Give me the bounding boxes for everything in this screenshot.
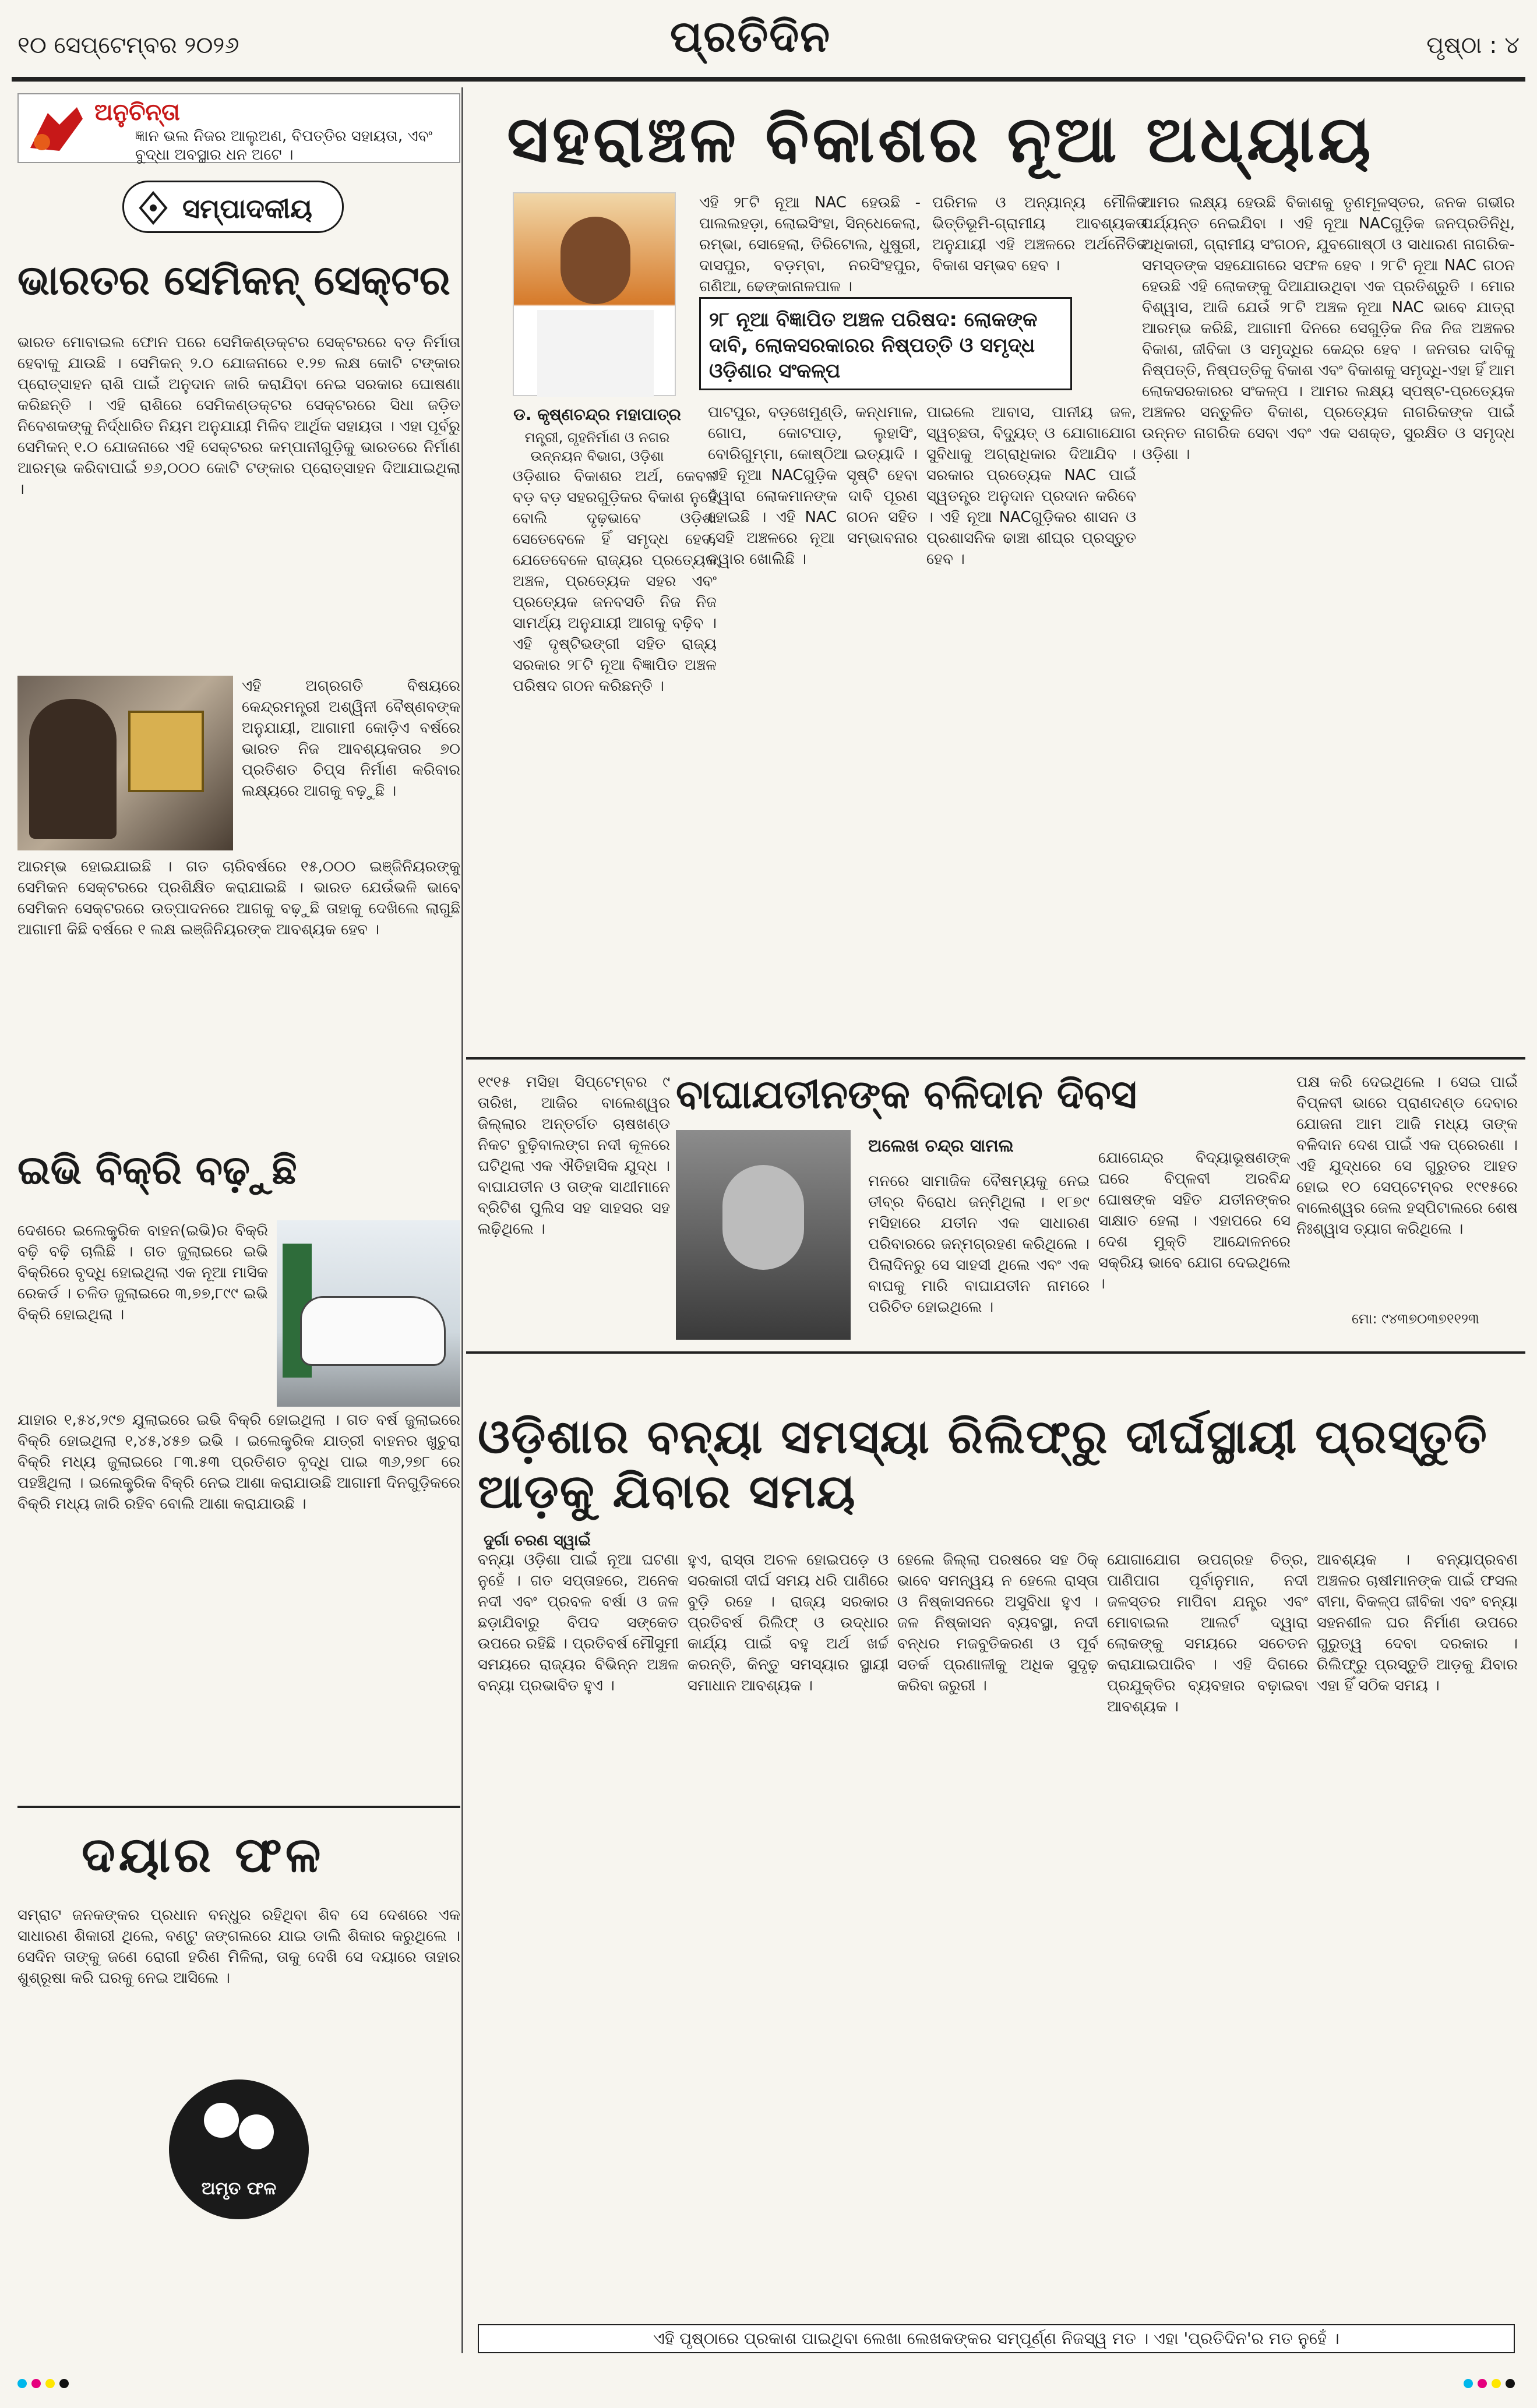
feature-column-6: ପାଇଲେ ଆବାସ, ପାନୀୟ ଜଳ, ସ୍ୱଚ୍ଛତା, ବିଦ୍ୟୁତ୍ ଓ ଯୋଗାଯୋଗ ସୁବିଧାକୁ ଅଗ୍ରାଧିକାର ଦିଆଯିବ । ସରକାର ପ୍ରତ୍ୟେକ NAC ପାଇଁ ସ୍ୱତନ୍ତ୍ର ଅନୁଦାନ ପ୍ରଦାନ କରିବେ । ଏହି ନୂଆ NACଗୁଡ଼ିକର ଶାସନ ଓ ପ୍ରଶାସନିକ ଢାଞ୍ଚା ଶୀଘ୍ର ପ୍ରସ୍ତୁତ ହେବ । — [926, 404, 1136, 568]
header-divider — [12, 77, 1525, 82]
feature-column-2: ପରିମଳ ଓ ଅନ୍ୟାନ୍ୟ ମୌଳିକ ଭିତ୍ତିଭୂମି-ଗ୍ରାମୀୟ ଆବଶ୍ୟକତା ଅନୁଯାୟୀ ଏହି ଅଞ୍ଚଳରେ ଅର୍ଥନୈତିକ ବିକାଶ ସମ୍ଭବ ହେବ । — [932, 194, 1148, 274]
bonya-column-5: ଆବଶ୍ୟକ । ବନ୍ୟାପ୍ରବଣ ଅଞ୍ଚଳର ଚାଷୀମାନଙ୍କ ପାଇଁ ଫସଲ ବୀମା, ବିକଳ୍ପ ଜୀବିକା ଏବଂ ବନ୍ୟା ସହନଶୀଳ ଘର ନିର୍ମାଣ ଉପରେ ଗୁରୁତ୍ୱ ଦେବା ଦରକାର । ରିଲିଫ୍‌ରୁ ପ୍ରସ୍ତୁତି ଆଡ଼କୁ ଯିବାର ଏହା ହିଁ ସଠିକ ସମୟ । — [1317, 1551, 1518, 1694]
feature-author-name: ଡ. କୃଷ୍ଣଚନ୍ଦ୍ର ମହାପାତ୍ର — [513, 405, 681, 424]
left-divider — [17, 1806, 460, 1808]
editorial-body-semicon-1: ଭାରତ ମୋବାଇଲ ଫୋନ ପରେ ସେମିକଣ୍ଡକ୍ଟର ସେକ୍ଟରରେ ବଡ଼ ନିର୍ମାତା ହେବାକୁ ଯାଉଛି । ସେମିକନ୍ ୨.୦ ଯୋଜନାରେ ୧.୨୭ ଲକ୍ଷ କୋଟି ଟଙ୍କାର ପ୍ରୋତ୍ସାହନ ରାଶି ପାଇଁ ଅନୁଦାନ ଜାରି କରାଯିବା ନେଇ ସରକାର ଘୋଷଣା କରିଛନ୍ତି । ଏହି ରାଶିରେ ସେମିକଣ୍ଡକ୍ଟର ସେକ୍ଟରରେ ସିଧା ଜଡ଼ିତ ନିବେଶକଙ୍କୁ ନିର୍ଦ୍ଧାରିତ ନିୟମ ଅନୁଯାୟୀ ମିଳିବ ଆର୍ଥିକ ସହାୟତା । ଏହା ପୂର୍ବରୁ ସେମିକନ୍ ୧.୦ ଯୋଜନାରେ ଏହି ସେକ୍ଟରର କମ୍ପାନୀଗୁଡ଼ିକୁ ଭାରତରେ ନିର୍ମାଣ ଆରମ୍ଭ କରିବାପାଇଁ ୭୬,୦୦୦ କୋଟି ଟଙ୍କାର ପ୍ରୋତ୍ସାହନ ଦିଆଯାଇଥିଲା । — [17, 334, 460, 498]
bagha-author-phone: ମୋ: ୯୪୩୭୦୩୭୧୧୨୩ — [1352, 1311, 1479, 1327]
amruta-phala-badge — [169, 2079, 309, 2219]
editorial-headline-semicon: ଭାରତର ସେମିକନ୍ ସେକ୍ଟର — [17, 256, 450, 304]
feature-pullquote: ୨୮ ନୂଆ ବିଜ୍ଞାପିତ ଅଞ୍ଚଳ ପରିଷଦ: ଲୋକଙ୍କ ଦାବି, ଲୋକସରକାରର ନିଷ୍ପତ୍ତି ଓ ସମୃଦ୍ଧ ଓଡ଼ିଶାର ସଂକଳ୍ପ — [699, 297, 1072, 390]
bagha-jatin-portrait — [676, 1130, 851, 1340]
anuchinta-quote: ଜ୍ଞାନ ଭଲ ନିଜର ଆଲୁଅଣ, ବିପତ୍ତିର ସହାୟତା, ଏବଂ ବୁଦ୍ଧା ଅବସ୍ଥାର ଧନ ଅଟେ । — [135, 128, 433, 164]
sampadakiya-label: ସମ୍ପାଦକୀୟ — [182, 193, 312, 224]
column-divider — [461, 87, 463, 2353]
editorial-body-dayar-phala: ସମ୍ରାଟ ଜନକଙ୍କର ପ୍ରଧାନ ବନ୍ଧୁର ରହିଥିବା ଶିବ ସେ ଦେଶରେ ଏକ ସାଧାରଣ ଶିକାରୀ ଥିଲେ, ବଣ୍ଟୁ ଜଙ୍ଗଲରେ ଯାଇ ଡାଲି ଶିକାର କରୁଥିଲେ । ସେଦିନ ତାଙ୍କୁ ଜଣେ ରୋଗୀ ହରିଣ ମିଳିଲା, ତାକୁ ଦେଖି ସେ ଦୟାରେ ତାହାର ଶୁଶ୍ରୂଷା କରି ଘରକୁ ନେଇ ଆସିଲେ । — [17, 1906, 460, 1987]
bagha-headline: ବାଘାଯତୀନଙ୍କ ବଳିଦାନ ଦିବସ — [676, 1072, 1137, 1118]
portrait-face — [722, 1165, 804, 1270]
pen-nib-icon — [136, 190, 171, 225]
left-column — [12, 87, 460, 2353]
minister-figure — [29, 699, 117, 839]
editorial-headline-dayar-phala: ଦୟାର ଫଳ — [82, 1826, 325, 1883]
amruta-label: ଅମୃତ — [201, 2179, 241, 2199]
bonya-column-3: ହେଲେ ଜିଲ୍ଲା ପରଷରେ ସହ ଠିକ୍ ଭାବେ ସମନ୍ୱୟ ନ ହେଲେ ରାସ୍ତା ଓ ନିଷ୍କାସନରେ ଅସୁବିଧା ହୁଏ । ଜଳ ନିଷ୍କାସନ ବ୍ୟବସ୍ଥା, ନଦୀ ବନ୍ଧର ମଜବୁତିକରଣ ଓ ପୂର୍ବ ସତର୍କ ପ୍ରଣାଳୀକୁ ଅଧିକ ସୁଦୃଢ଼ କରିବା ଜରୁରୀ । — [897, 1551, 1098, 1694]
bagha-author: ଅଲେଖ ଚନ୍ଦ୍ର ସାମଲ — [868, 1136, 1014, 1156]
bonya-column-1: ବନ୍ୟା ଓଡ଼ିଶା ପାଇଁ ନୂଆ ଘଟଣା ନୁହେଁ । ଗତ ସପ୍ତାହରେ, ଅନେକ ନଦୀ ଏବଂ ପ୍ରବଳ ବର୍ଷା ଓ ଜଳ ଛଡ଼ାଯିବାରୁ ବିପଦ ସଙ୍କେତ ଉପରେ ରହିଛି । ପ୍ରତିବର୍ଷ ମୌସୁମୀ ସମୟରେ ରାଜ୍ୟର ବିଭିନ୍ନ ଅଞ୍ଚଳ ବନ୍ୟା ପ୍ରଭାବିତ ହୁଏ । — [478, 1551, 679, 1694]
editorial-body-semicon-2: ଆରମ୍ଭ ହୋଇଯାଇଛି । ଗତ ଚାରିବର୍ଷରେ ୧୫,୦୦୦ ଇଞ୍ଜିନିୟରଙ୍କୁ ସେମିକନ ସେକ୍ଟରରେ ପ୍ରଶିକ୍ଷିତ କରାଯାଇଛି । ଭାରତ ଯେଉଁଭଳି ଭାବେ ସେମିକନ ସେକ୍ଟରରେ ଉତ୍ପାଦନରେ ଆଗକୁ ବଢ଼ୁଛି ତାହାକୁ ଦେଖିଲେ ଲାଗୁଛି ଆଗାମୀ କିଛି ବର୍ଷରେ ୧ ଲକ୍ଷ ଇଞ୍ଜିନିୟରଙ୍କ ଆବଶ୍ୟକ ହେବ । — [17, 858, 460, 938]
editorial-body-ev-1: ଦେଶରେ ଇଲେକ୍ଟ୍ରିକ ବାହନ(ଇଭି)ର ବିକ୍ରି ବଢ଼ି ବଢ଼ି ଚାଲିଛି । ଗତ ଜୁଲାଇରେ ଇଭି ବିକ୍ରିରେ ବୃଦ୍ଧି ହୋଇଥିଲା ଏକ ନୂଆ ମାସିକ ରେକର୍ଡ । ଚଳିତ ଜୁଲାଇରେ ୩,୭୭,୮୯୯ ଇଭି ବିକ୍ରି ହୋଇଥିଲା । — [17, 1222, 268, 1323]
section-divider-2 — [466, 1351, 1525, 1354]
bagha-column-3: ଯୋଗେନ୍ଦ୍ର ବିଦ୍ୟାଭୂଷଣଙ୍କ ଘରେ ବିପ୍ଳବୀ ଅରବିନ୍ଦ ଘୋଷଙ୍କ ସହିତ ଯତୀନଙ୍କର ସାକ୍ଷାତ ହେଲା । ଏହାପରେ ସେ ଦେଶ ମୁକ୍ତି ଆନ୍ଦୋଳନରେ ସକ୍ରିୟ ଭାବେ ଯୋଗ ଦେଇଥିଲେ । — [1098, 1149, 1291, 1293]
editorial-body-semicon-side: ଏହି ଅଗ୍ରଗତି ବିଷୟରେ କେନ୍ଦ୍ରମନ୍ତ୍ରୀ ଅଶ୍ୱିନୀ ବୈଷ୍ଣବଙ୍କ ଅନୁଯାୟୀ, ଆଗାମୀ କୋଡ଼ିଏ ବର୍ଷରେ ଭାରତ ନିଜ ଆବଶ୍ୟକତାର ୭୦ ପ୍ରତିଶତ ଚିପ୍ସ ନିର୍ମାଣ କରିବାର ଲକ୍ଷ୍ୟରେ ଆଗକୁ ବଢ଼ୁଛି । — [242, 677, 460, 800]
section-divider-1 — [466, 1057, 1525, 1060]
bonya-column-4: ଯୋଗାଯୋଗ ଉପଗ୍ରହ ଚିତ୍ର, ପାଣିପାଗ ପୂର୍ବାନୁମାନ, ନଦୀ ଜଳସ୍ତର ମାପିବା ଯନ୍ତ୍ର ଏବଂ ମୋବାଇଲ ଆଲର୍ଟ ଦ୍ୱାରା ଲୋକଙ୍କୁ ସମୟରେ ସଚେତନ କରାଯାଇପାରିବ । ଏହି ଦିଗରେ ପ୍ରଯୁକ୍ତିର ବ୍ୟବହାର ବଢ଼ାଇବା ଆବଶ୍ୟକ । — [1107, 1551, 1308, 1715]
ev-charging-photo — [277, 1220, 460, 1407]
registration-marks-left — [17, 2379, 73, 2391]
feature-column-5: ପାଟପୁର, ବଡ଼ଖେମୁଣ୍ଡି, କନ୍ଧମାଳ, ଗୋପ, କୋଟପାଡ଼, ଲୁହାସିଂ, ବୋରିଗୁମ୍ମା, କୋଷ୍ଠିଆ ଇତ୍ୟାଦି । ଏହି ନୂଆ NACଗୁଡ଼ିକ ସୃଷ୍ଟି ହେବା ଦ୍ୱାରା ଲୋକମାନଙ୍କ ଦାବି ପୂରଣ ହୋଇଛି । ଏହି NAC ଗଠନ ସହିତ ସେହି ଅଞ୍ଚଳରେ ନୂଆ ସମ୍ଭାବନାର ଦ୍ୱାର ଖୋଲିଛି । — [708, 404, 918, 568]
feature-column-3: ଆମର ଲକ୍ଷ୍ୟ ହେଉଛି ବିକାଶକୁ ତୃଣମୂଳସ୍ତର, ଜନକ ଗଭୀର ପର୍ଯ୍ୟନ୍ତ ନେଇଯିବା । ଏହି ନୂଆ NACଗୁଡ଼ିକ ଜନପ୍ରତିନିଧି, ଅଧିକାରୀ, ଗ୍ରାମୀୟ ସଂଗଠନ, ଯୁବଗୋଷ୍ଠୀ ଓ ସାଧାରଣ ନାଗରିକ- ସମସ୍ତଙ୍କ ସହଯୋଗରେ ସଫଳ ହେବ । ୨୮ଟି ନୂଆ NAC ଗଠନ ହେଉଛି ଏହି ଲୋକଙ୍କୁ ଦିଆଯାଉଥିବା ଏକ ପ୍ରତିଶ୍ରୁତି । ମୋର ବିଶ୍ୱାସ, ଆଜି ଯେଉଁ ୨୮ଟି ଅଞ୍ଚଳ ନୂଆ NAC ଭାବେ ଯାତ୍ରା ଆରମ୍ଭ କରିଛି, ଆଗାମୀ ଦିନରେ ସେଗୁଡ଼ିକ ନିଜ ନିଜ ଅଞ୍ଚଳର ବିକାଶ, ଜୀବିକା ଓ ସମୃଦ୍ଧିର କେନ୍ଦ୍ର ହେବ । ଜନତାର ଦାବିକୁ ନିଷ୍ପତ୍ତି, ନିଷ୍ପତ୍ତିକୁ ବିକାଶ ଏବଂ ବିକାଶକୁ ସମୃଦ୍ଧି-ଏହା ହିଁ ଆମ ଲୋକସରକାରର ସଂକଳ୍ପ । ଆମର ଲକ୍ଷ୍ୟ ସ୍ପଷ୍ଟ-ପ୍ରତ୍ୟେକ ଅଞ୍ଚଳର ସନ୍ତୁଳିତ ବିକାଶ, ପ୍ରତ୍ୟେକ ନାଗରିକଙ୍କ ପାଇଁ ଉନ୍ନତ ନାଗରିକ ସେବା ଏବଂ ଏକ ସଶକ୍ତ, ସୁରକ୍ଷିତ ଓ ସମୃଦ୍ଧ ଓଡ଼ିଶା । — [1142, 194, 1515, 463]
feature-author-post: ମନ୍ତ୍ରୀ, ଗୃହନିର୍ମାଣ ଓ ନଗର ଉନ୍ନୟନ ବିଭାଗ, ଓଡ଼ିଶା — [524, 429, 670, 464]
anuchinta-title: ଅନୁଚିନ୍ତା — [94, 99, 180, 126]
car-icon — [300, 1296, 446, 1366]
page-header — [0, 0, 1537, 87]
amruta-phala-label — [169, 2179, 309, 2199]
minister-photo — [17, 676, 233, 850]
sampadakiya-banner — [122, 181, 344, 233]
phala-label: ଫଳ — [246, 2179, 277, 2199]
author-shirt — [537, 310, 654, 397]
bagha-column-4: ପକ୍ଷ କରି ଦେଇଥିଲେ । ସେଇ ପାଇଁ ବିପ୍ଳବୀ ଭାରେ ପ୍ରାଣଦଣ୍ଡ ଦେବାର ଯୋଜନା ଆମ ଆଜି ମଧ୍ୟ ତାଙ୍କ ବଳିଦାନ ଦେଶ ପାଇଁ ଏକ ପ୍ରେରଣା । ଏହି ଯୁଦ୍ଧରେ ସେ ଗୁରୁତର ଆହତ ହୋଇ ୧୦ ସେପ୍ଟେମ୍ବର ୧୯୧୫ରେ ବାଲେଶ୍ୱର ଜେଲ ହସ୍ପିଟାଲରେ ଶେଷ ନିଃଶ୍ୱାସ ତ୍ୟାଗ କରିଥିଲେ । — [1296, 1074, 1518, 1238]
feature-column-4: ଓଡ଼ିଶାର ବିକାଶର ଅର୍ଥ, କେବଳ ବଡ଼ ବଡ଼ ସହରଗୁଡ଼ିକର ବିକାଶ ନୁହେଁ ବୋଲି ଦୃଢ଼ଭାବେ ଓଡ଼ିଶା ସେତେବେଳେ ହିଁ ସମୃଦ୍ଧ ହେବ, ଯେତେବେଳେ ରାଜ୍ୟର ପ୍ରତ୍ୟେକ ଅଞ୍ଚଳ, ପ୍ରତ୍ୟେକ ସହର ଏବଂ ପ୍ରତ୍ୟେକ ଜନବସତି ନିଜ ନିଜ ସାମର୍ଥ୍ୟ ଅନୁଯାୟୀ ଆଗକୁ ବଢ଼ିବ । ଏହି ଦୃଷ୍ଟିଭଙ୍ଗୀ ସହିତ ରାଜ୍ୟ ସରକାର ୨୮ଟି ନୂଆ ବିଜ୍ଞାପିତ ଅଞ୍ଚଳ ପରିଷଦ ଗଠନ କରିଛନ୍ତି । — [513, 468, 717, 695]
issue-date: ୧୦ ସେପ୍ଟେମ୍ବର ୨୦୨୬ — [17, 32, 239, 59]
anuchinta-box — [17, 93, 460, 163]
author-face — [560, 217, 630, 304]
opinion-disclaimer: ଏହି ପୃଷ୍ଠାରେ ପ୍ରକାଶ ପାଇଥିବା ଲେଖା ଲେଖକଙ୍କର ସମ୍ପୂର୍ଣ୍ଣ ନିଜସ୍ୱ ମତ । ଏହା 'ପ୍ରତିଦିନ'ର ମତ ନୁହେଁ । — [478, 2324, 1515, 2353]
anuchinta-logo-icon — [24, 101, 89, 157]
bagha-column-1: ୧୯୧୫ ମସିହା ସିପ୍ଟେମ୍ବର ୯ ତାରିଖ, ଆଜିର ବାଲେଶ୍ୱର ଜିଲ୍ଲାର ଅନ୍ତର୍ଗତ ଚାଷଖଣ୍ଡ ନିକଟ ବୁଢ଼ିବାଲଙ୍ଗ ନଦୀ କୂଳରେ ଘଟିଥିଲା ଏକ ଐତିହାସିକ ଯୁଦ୍ଧ । ବାଘାଯତୀନ ଓ ତାଙ୍କ ସାଥୀମାନେ ବ୍ରିଟିଶ ପୁଲିସ ସହ ସାହସର ସହ ଲଢ଼ିଥିଲେ । — [478, 1074, 670, 1238]
author-photo — [513, 192, 676, 396]
bonya-column-2: ହୁଏ, ରାସ୍ତା ଅଚଳ ହୋଇପଡ଼େ ଓ ସରକାରୀ ଦୀର୍ଘ ସମୟ ଧରି ପାଣିରେ ବୁଡ଼ି ରହେ । ରାଜ୍ୟ ସରକାର ପ୍ରତିବର୍ଷ ରିଲିଫ୍ ଓ ଉଦ୍ଧାର କାର୍ଯ୍ୟ ପାଇଁ ବହୁ ଅର୍ଥ ଖର୍ଚ୍ଚ କରନ୍ତି, କିନ୍ତୁ ସମସ୍ୟାର ସ୍ଥାୟୀ ସମାଧାନ ଆବଶ୍ୟକ । — [688, 1551, 889, 1694]
registration-marks-right — [1464, 2379, 1520, 2391]
bonya-author: ଦୁର୍ଗା ଚରଣ ସ୍ୱାଇଁ — [484, 1532, 591, 1549]
bonya-headline: ଓଡ଼ିଶାର ବନ୍ୟା ସମସ୍ୟା ରିଲିଫ୍‌ରୁ ଦୀର୍ଘସ୍ଥାୟୀ ପ୍ରସ୍ତୁତି ଆଡ଼କୁ ଯିବାର ସମୟ — [478, 1410, 1488, 1519]
fruit-icon-2 — [239, 2114, 274, 2149]
page-number: ପୃଷ୍ଠା : ୪ — [1426, 32, 1520, 59]
feature-column-1: ଏହି ୨୮ଟି ନୂଆ NAC ହେଉଛି - ପାଲଲହଡ଼ା, ଲୋଇସିଂହା, ସିନ୍ଧେକେଲା, ରମ୍ଭା, ସୋହେଲା, ତିରିଟୋଲ, ଧୁଷୁରୀ, ଦାସପୁର, ବଡ଼ମ୍ବା, ନରସିଂହପୁର, ଗଣିଆ, ଢେଙ୍କାନାଳପାଳ । — [699, 194, 921, 295]
editorial-body-ev-2: ଯାହାର ୧,୫୪,୨୯୭ ଯୁଲାଇରେ ଇଭି ବିକ୍ରି ହୋଇଥିଲା । ଗତ ବର୍ଷ ଜୁଲାଇରେ ବିକ୍ରି ହୋଇଥିଲା ୧,୪୫,୪୫୭ ଇଭି । ଇଲେକ୍ଟ୍ରିକ ଯାତ୍ରୀ ବାହନର ଖୁଚୁରା ବିକ୍ରି ମଧ୍ୟ ଜୁଲାଇରେ ୮୩.୫୩ ପ୍ରତିଶତ ବୃଦ୍ଧି ପାଇ ୩୬,୨୭୮ ରେ ପହଞ୍ଚିଥିଲା । ଇଲେକ୍ଟ୍ରିକ ବିକ୍ରି ନେଇ ଆଶା କରାଯାଉଛି ଆଗାମୀ ଦିନଗୁଡ଼ିକରେ ବିକ୍ରି ମଧ୍ୟ ଜାରି ରହିବ ବୋଲି ଆଶା କରାଯାଉଛି । — [17, 1411, 460, 1513]
masthead: ପ୍ରତିଦିନ — [670, 12, 831, 62]
fruit-icon — [204, 2103, 239, 2138]
feature-headline: ସହରାଞ୍ଚଳ ବିକାଶର ନୂଆ ଅଧ୍ୟାୟ — [507, 102, 1374, 176]
editorial-headline-ev: ଇଭି ବିକ୍ରି ବଢ଼ୁଛି — [17, 1147, 297, 1194]
bagha-column-2: ମନରେ ସାମାଜିକ ବୈଷମ୍ୟକୁ ନେଇ ତୀବ୍ର ବିରୋଧ ଜନ୍ମିଥିଲା । ୧୮୭୯ ମସିହାରେ ଯତୀନ ଏକ ସାଧାରଣ ପରିବାରରେ ଜନ୍ମଗ୍ରହଣ କରିଥିଲେ । ପିଲାଦିନରୁ ସେ ସାହସୀ ଥିଲେ ଏବଂ ଏକ ବାଘକୁ ମାରି ବାଘାଯତୀନ ନାମରେ ପରିଚିତ ହୋଇଥିଲେ । — [868, 1173, 1090, 1316]
semiconductor-chip-icon — [128, 711, 204, 792]
